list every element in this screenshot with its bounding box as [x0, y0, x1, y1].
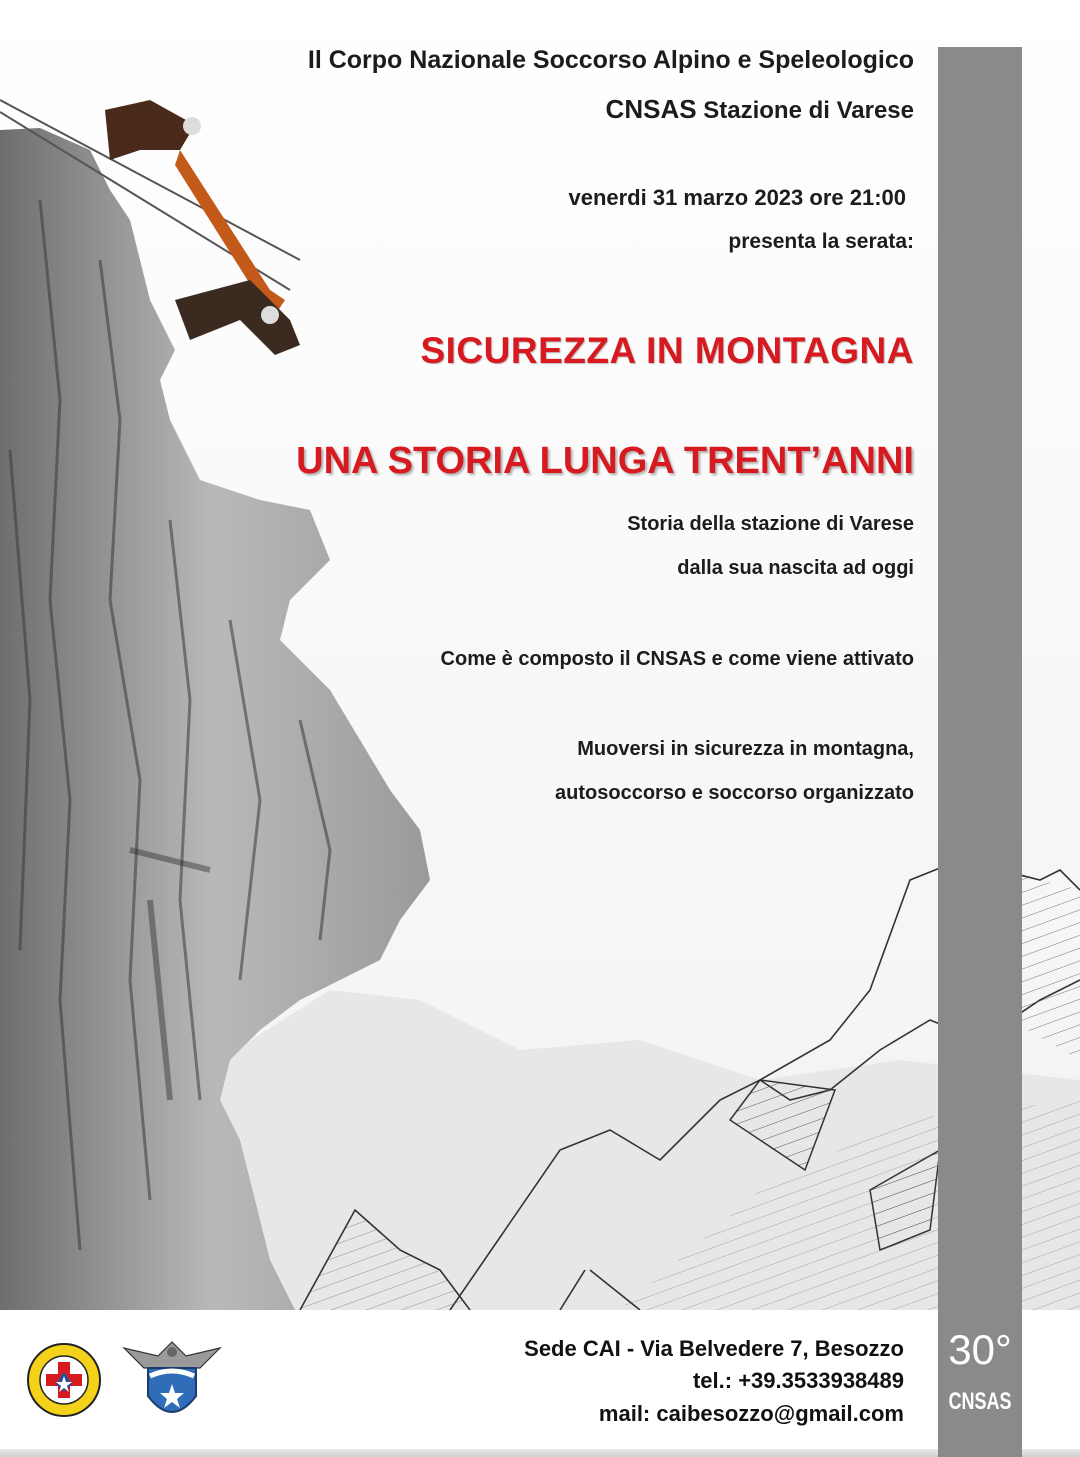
station-name — [606, 94, 914, 125]
phone-number: tel.: +39.3533938489 — [692, 1368, 904, 1393]
venue-address: Sede CAI - Via Belvedere 7, Besozzo — [524, 1336, 904, 1361]
topic-line: Muoversi in sicurezza in montagna, — [577, 738, 914, 760]
footer-divider — [0, 1449, 1080, 1457]
anniversary-badge — [938, 1310, 1022, 1457]
topic-line: dalla sua nascita ad oggi — [677, 557, 914, 579]
topic-line: autosoccorso e soccorso organizzato — [555, 782, 914, 804]
cnsas-logo — [26, 1342, 102, 1418]
event-subtitle: UNA STORIA LUNGA TRENT’ANNI — [296, 440, 914, 482]
event-intro: presenta la serata: — [728, 230, 914, 253]
topic-line: Storia della stazione di Varese — [627, 513, 914, 535]
cai-logo — [120, 1338, 224, 1430]
event-date: venerdi 31 marzo 2023 ore 21:00 — [568, 185, 906, 210]
vertical-accent-bar — [938, 47, 1022, 1310]
topic-line: Come è composto il CNSAS e come viene attivato — [440, 648, 914, 670]
badge-number: 30° — [948, 1326, 1012, 1373]
organization-name: Il Corpo Nazionale Soccorso Alpino e Speleologico — [307, 46, 914, 74]
badge-label: CNSAS — [948, 1388, 1012, 1415]
email-address[interactable]: mail: caibesozzo@gmail.com — [598, 1401, 904, 1426]
org-abbreviation: CNSAS — [605, 94, 697, 124]
station-label: Stazione di Varese — [696, 97, 914, 124]
event-title: SICUREZZA IN MONTAGNA — [420, 330, 914, 371]
